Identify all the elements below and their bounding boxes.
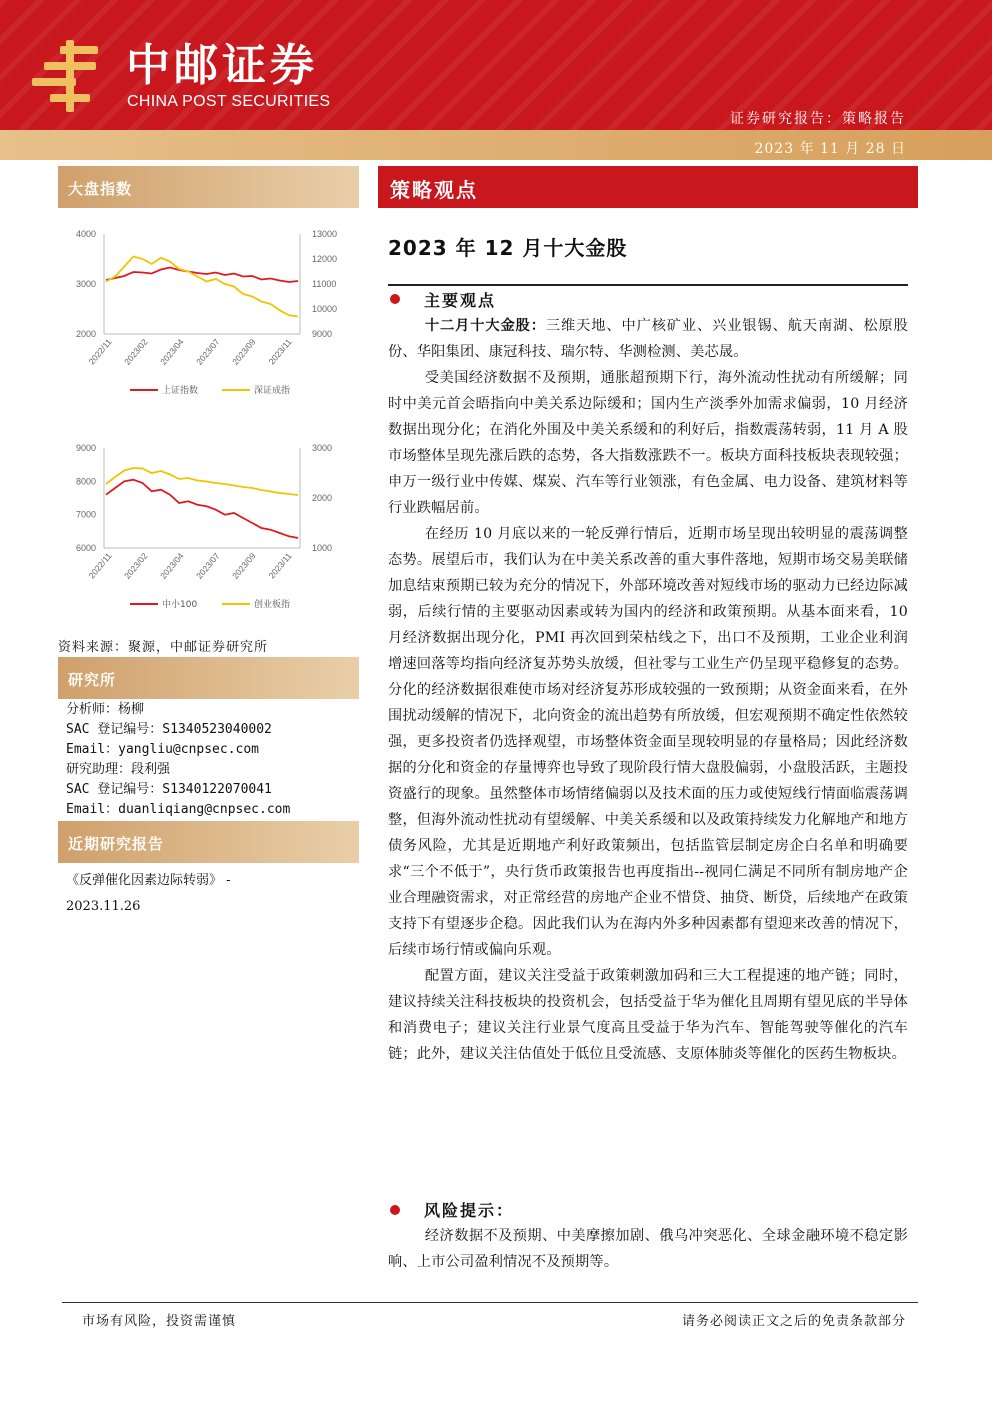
y-tick-label: 8000 <box>75 476 96 487</box>
series-line-0 <box>106 480 298 538</box>
y-tick-label: 3000 <box>75 279 96 289</box>
index-chart-sse-szse <box>62 222 352 412</box>
assistant-email[interactable]: Email：duanliqiang@cnpsec.com <box>66 802 291 817</box>
paragraph-top-picks <box>388 313 908 365</box>
footer-divider <box>62 1302 918 1303</box>
y2-tick-label: 9000 <box>312 329 333 339</box>
chart-2 <box>62 436 352 626</box>
footer-disclaimer-note: 请务必阅读正文之后的免责条款部分 <box>681 1314 906 1329</box>
y2-tick-label: 10000 <box>312 304 338 314</box>
strategy-view-bar <box>378 166 918 208</box>
analyst-sac: SAC 登记编号：S1340523040002 <box>66 722 272 737</box>
y-tick-label: 7000 <box>75 509 96 520</box>
source-note: 资料来源：聚源，中邮证券研究所 <box>58 640 269 655</box>
chart-1 <box>62 222 352 412</box>
assistant-name: 研究助理：段利强 <box>66 762 171 777</box>
recent-reports-title: 近期研究报告 <box>68 835 165 853</box>
x-tick-label: 2023/09 <box>230 336 258 367</box>
paragraph-allocation: 配置方面，建议关注受益于政策刺激加码和三大工程提速的地产链；同时，建议持续关注科技板块的投资机会，包括受益于华为催化且周期有望见底的半导体和消费电子；建议关注行业景气度高且受益于华为汽车、智能驾驶等催化的汽车链；此外，建议关注估值处于低位且受流感、支原体肺炎等催化的医药生物板块。 <box>388 968 908 1062</box>
brand-name-en: CHINA POST SECURITIES <box>127 93 331 110</box>
market-index-title: 大盘指数 <box>68 180 133 198</box>
analyst-email[interactable]: Email：yangliu@cnpsec.com <box>66 742 260 757</box>
x-tick-label: 2022/11 <box>86 336 114 367</box>
legend-label: 深证成指 <box>254 386 291 396</box>
recent-reports-list <box>66 868 356 920</box>
recent-report-item[interactable]: 《反弹催化因素边际转弱》 - <box>66 873 231 888</box>
y2-tick-label: 1000 <box>312 543 333 553</box>
paragraph-market-review: 受美国经济数据不及预期，通胀超预期下行，海外流动性扰动有所缓解；同时中美元首会晤指向中美关系边际缓和；国内生产淡季外加需求偏弱，10 月经济数据出现分化；在消化外围及中美关系缓和的利好后，指数震荡转弱，11 月 A 股市场整体呈现先涨后跌的态势，各大指数涨跌不一。板块方面科技板块表现较强；申万一级行业中传媒、煤炭、汽车等行业领涨，有色金属、电力设备、建筑材料等行业跌幅居前。 <box>388 370 908 516</box>
x-tick-label: 2023/09 <box>230 550 258 581</box>
report-date: 2023 年 11 月 28 日 <box>754 141 906 157</box>
x-tick-label: 2023/07 <box>194 550 222 581</box>
assistant-sac: SAC 登记编号：S1340122070041 <box>66 782 272 797</box>
china-post-logo-icon <box>30 40 112 112</box>
risk-body <box>388 1223 908 1275</box>
top-picks-text: 三维天地、中广核矿业、兴业银锡、航天南湖、松原股份、华阳集团、康冠科技、瑞尔特、华测检测、美芯晟。 <box>388 318 908 360</box>
report-type: 证券研究报告：策略报告 <box>730 111 906 127</box>
recent-reports-bar <box>58 821 359 863</box>
x-tick-label: 2023/11 <box>266 550 294 581</box>
y-tick-label: 4000 <box>75 229 96 239</box>
y-tick-label: 9000 <box>75 443 96 453</box>
x-tick-label: 2023/02 <box>122 550 150 581</box>
legend-label: 创业板指 <box>254 600 291 610</box>
bullet-icon <box>390 294 400 304</box>
report-title: 2023 年 12 月十大金股 <box>388 236 628 260</box>
x-tick-label: 2023/04 <box>158 550 186 581</box>
series-line-1 <box>106 468 298 495</box>
y2-tick-label: 13000 <box>312 229 338 239</box>
section-title: 策略观点 <box>390 178 478 202</box>
risk-heading: 风险提示： <box>424 1201 515 1220</box>
brand-name-cn: 中邮证券 <box>126 40 318 91</box>
y-tick-label: 2000 <box>75 329 96 339</box>
researcher-info <box>66 700 290 820</box>
legend-label: 上证指数 <box>162 386 199 396</box>
key-points-heading: 主要观点 <box>424 291 497 310</box>
top-picks-lead: 十二月十大金股： <box>424 318 546 334</box>
y2-tick-label: 12000 <box>312 254 338 264</box>
y2-tick-label: 11000 <box>312 279 337 289</box>
paragraph-risk: 经济数据不及预期、中美摩擦加剧、俄乌冲突恶化、全球金融环境不稳定影响、上市公司盈利情况不及预期等。 <box>388 1228 908 1270</box>
main-body <box>388 313 908 1067</box>
title-divider <box>388 284 908 286</box>
market-index-bar <box>58 166 359 208</box>
x-tick-label: 2023/07 <box>194 336 222 367</box>
research-title: 研究所 <box>68 671 117 689</box>
bullet-icon <box>390 1205 400 1215</box>
x-tick-label: 2022/11 <box>86 550 114 581</box>
legend-label: 中小100 <box>162 600 198 610</box>
page-header <box>0 0 992 130</box>
x-tick-label: 2023/11 <box>266 336 294 367</box>
x-tick-label: 2023/02 <box>122 336 150 367</box>
y2-tick-label: 2000 <box>312 493 333 503</box>
analyst-name: 分析师：杨柳 <box>66 702 145 717</box>
y-tick-label: 6000 <box>75 543 96 553</box>
x-tick-label: 2023/04 <box>158 336 186 367</box>
footer-risk-note: 市场有风险，投资需谨慎 <box>82 1314 237 1329</box>
recent-report-date: 2023.11.26 <box>66 899 141 914</box>
y2-tick-label: 3000 <box>312 443 333 453</box>
index-chart-sme-chinext <box>62 436 352 626</box>
paragraph-outlook: 在经历 10 月底以来的一轮反弹行情后，近期市场呈现出较明显的震荡调整态势。展望后市，我们认为在中美关系改善的重大事件落地，短期市场交易美联储加息结束预期已较为充分的情况下，外部环境改善对短线市场的驱动力已经边际减弱，后续行情的主要驱动因素或转为国内的经济和政策预期。从基本面来看，10 月经济数据出现分化，PMI 再次回到荣枯线之下，出口不及预期，工业企业利润增速回落等均指向经济复苏势头放缓，但社零与工业生产仍呈现平稳修复的态势。分化的经济数据很难使市场对经济复苏形成较强的一致预期；从资金面来看，在外围扰动缓解的情况下，北向资金的流出趋势有所放缓，但宏观预期不确定性依然较强，更多投资者仍选择观望，市场整体资金面呈现较明显的存量格局；因此经济数据的分化和资金的存量博弈也导致了现阶段行情大盘股偏弱，小盘股活跃，主题投资盛行的现象。虽然整体市场情绪偏弱以及技术面的压力或使短线行情面临震荡调整，但海外流动性扰动有望缓解、中美关系缓和以及政策持续发力化解地产和地方债务风险，尤其是近期地产利好政策频出，包括监管层制定房企白名单和明确要求“三个不低于”，央行货币政策报告也再度指出--视同仁满足不同所有制房地产企业合理融资需求，对正常经营的房地产企业不惜贷、抽贷、断贷，后续地产在政策支持下有望逐步企稳。因此我们认为在海内外多种因素都有望迎来改善的情况下，后续市场行情或偏向乐观。 <box>388 526 908 958</box>
series-line-1 <box>106 257 298 317</box>
research-bar <box>58 657 359 699</box>
